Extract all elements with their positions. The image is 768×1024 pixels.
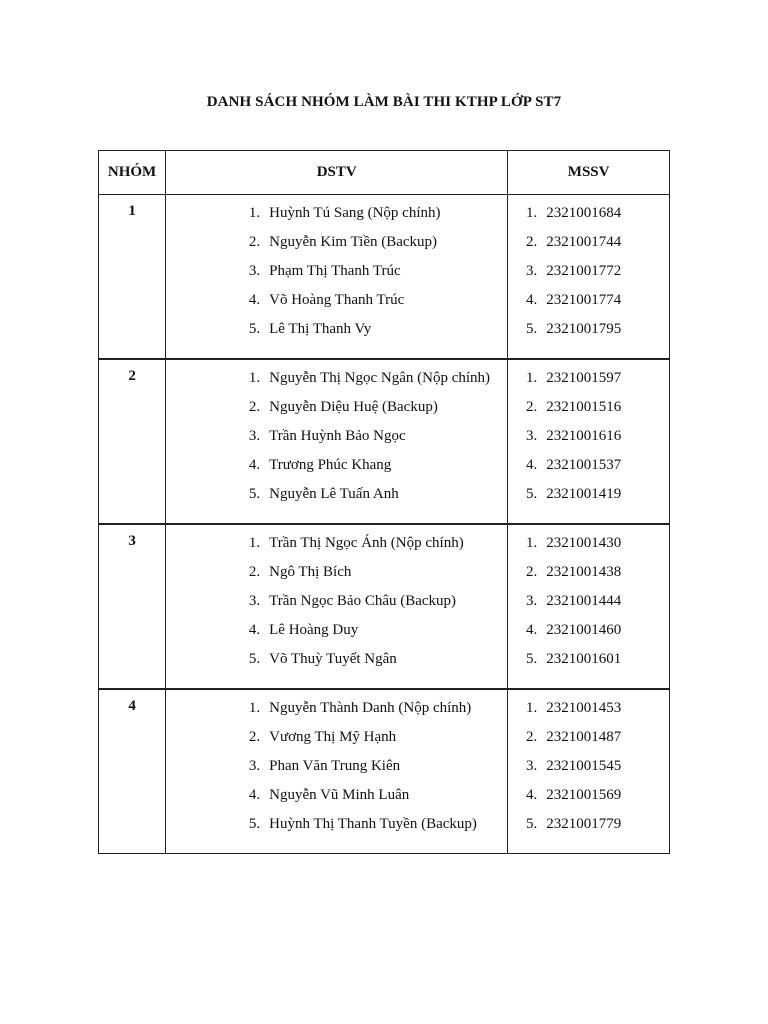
header-ids: MSSV: [508, 151, 670, 195]
list-item: [166, 397, 507, 426]
member-list: [166, 698, 507, 843]
list-item: [166, 232, 507, 261]
member-cell: [166, 359, 508, 524]
student-id: 2321001438: [546, 564, 622, 580]
member-index: 4 .: [238, 620, 260, 649]
member-index: 3 .: [238, 426, 260, 455]
member-index: 1 .: [238, 533, 260, 562]
group-number: 3: [99, 524, 166, 689]
list-item: [166, 368, 507, 397]
member-name: Nguyễn Vũ Minh Luân: [269, 787, 410, 803]
student-id: 2321001597: [546, 370, 622, 386]
member-name: Phan Văn Trung Kiên: [269, 758, 401, 774]
id-list: [508, 533, 669, 678]
id-index: 2 .: [515, 397, 537, 426]
member-name: Vương Thị Mỹ Hạnh: [269, 729, 397, 745]
table-row: [99, 524, 670, 689]
list-item: [166, 698, 507, 727]
member-name: Nguyễn Kim Tiền (Backup): [269, 234, 438, 250]
member-index: 2 .: [238, 397, 260, 426]
id-index: 3 .: [515, 261, 537, 290]
id-index: 1 .: [515, 203, 537, 232]
member-cell: [166, 689, 508, 854]
list-item: [508, 649, 669, 678]
member-index: 1 .: [238, 203, 260, 232]
header-group: NHÓM: [99, 151, 166, 195]
member-name: Nguyễn Lê Tuấn Anh: [269, 486, 399, 502]
student-id: 2321001516: [546, 399, 622, 415]
header-members: DSTV: [166, 151, 508, 195]
member-index: 2 .: [238, 232, 260, 261]
student-id: 2321001779: [546, 816, 622, 832]
id-index: 3 .: [515, 591, 537, 620]
list-item: [166, 591, 507, 620]
member-list: [166, 368, 507, 513]
list-item: [166, 785, 507, 814]
list-item: [166, 426, 507, 455]
student-id: 2321001772: [546, 263, 622, 279]
member-name: Huỳnh Thị Thanh Tuyền (Backup): [269, 816, 477, 832]
student-id: 2321001774: [546, 292, 622, 308]
student-id: 2321001545: [546, 758, 622, 774]
id-index: 4 .: [515, 455, 537, 484]
student-id: 2321001569: [546, 787, 622, 803]
member-cell: [166, 524, 508, 689]
list-item: [166, 649, 507, 678]
member-name: Võ Hoàng Thanh Trúc: [269, 292, 405, 308]
id-index: 3 .: [515, 426, 537, 455]
id-cell: [508, 524, 670, 689]
id-index: 5 .: [515, 484, 537, 513]
student-id: 2321001795: [546, 321, 622, 337]
member-name: Trương Phúc Khang: [269, 457, 392, 473]
student-id: 2321001601: [546, 651, 622, 667]
list-item: [166, 562, 507, 591]
list-item: [166, 203, 507, 232]
id-list: [508, 203, 669, 348]
list-item: [508, 484, 669, 513]
list-item: [508, 368, 669, 397]
list-item: [166, 455, 507, 484]
member-name: Nguyễn Thị Ngọc Ngân (Nộp chính): [269, 370, 491, 386]
list-item: [508, 426, 669, 455]
member-name: Trần Ngọc Bảo Châu (Backup): [269, 593, 457, 609]
member-name: Lê Thị Thanh Vy: [269, 321, 372, 337]
list-item: [508, 319, 669, 348]
list-item: [508, 562, 669, 591]
student-id: 2321001487: [546, 729, 622, 745]
group-table-body: [99, 195, 670, 854]
list-item: [508, 591, 669, 620]
list-item: [508, 620, 669, 649]
id-index: 5 .: [515, 319, 537, 348]
member-name: Võ Thuỳ Tuyết Ngân: [269, 651, 397, 667]
member-index: 4 .: [238, 290, 260, 319]
id-cell: [508, 689, 670, 854]
member-name: Huỳnh Tú Sang (Nộp chính): [269, 205, 441, 221]
student-id: 2321001616: [546, 428, 622, 444]
id-index: 4 .: [515, 290, 537, 319]
student-id: 2321001419: [546, 486, 622, 502]
list-item: [166, 533, 507, 562]
id-index: 1 .: [515, 368, 537, 397]
member-index: 3 .: [238, 261, 260, 290]
member-name: Lê Hoàng Duy: [269, 622, 359, 638]
id-cell: [508, 359, 670, 524]
member-name: Nguyễn Thành Danh (Nộp chính): [269, 700, 472, 716]
table-row: [99, 195, 670, 360]
id-index: 2 .: [515, 562, 537, 591]
list-item: [508, 455, 669, 484]
id-index: 4 .: [515, 785, 537, 814]
table-row: [99, 359, 670, 524]
table-header-row: [99, 151, 670, 195]
list-item: [166, 756, 507, 785]
student-id: 2321001684: [546, 205, 622, 221]
member-index: 4 .: [238, 785, 260, 814]
member-index: 3 .: [238, 756, 260, 785]
student-id: 2321001460: [546, 622, 622, 638]
list-item: [166, 727, 507, 756]
student-id: 2321001744: [546, 234, 622, 250]
list-item: [166, 290, 507, 319]
student-id: 2321001430: [546, 535, 622, 551]
group-table: [98, 150, 670, 854]
id-index: 3 .: [515, 756, 537, 785]
id-list: [508, 698, 669, 843]
member-index: 1 .: [238, 368, 260, 397]
member-index: 1 .: [238, 698, 260, 727]
table-row: [99, 689, 670, 854]
student-id: 2321001453: [546, 700, 622, 716]
list-item: [508, 814, 669, 843]
member-name: Phạm Thị Thanh Trúc: [269, 263, 401, 279]
list-item: [508, 397, 669, 426]
member-name: Nguyễn Diệu Huệ (Backup): [269, 399, 438, 415]
list-item: [166, 261, 507, 290]
member-index: 5 .: [238, 649, 260, 678]
list-item: [166, 319, 507, 348]
id-index: 2 .: [515, 727, 537, 756]
list-item: [166, 620, 507, 649]
member-index: 3 .: [238, 591, 260, 620]
id-index: 2 .: [515, 232, 537, 261]
group-number: 1: [99, 195, 166, 360]
list-item: [508, 785, 669, 814]
id-index: 1 .: [515, 698, 537, 727]
member-index: 5 .: [238, 484, 260, 513]
group-number: 4: [99, 689, 166, 854]
list-item: [508, 203, 669, 232]
member-name: Trần Thị Ngọc Ánh (Nộp chính): [269, 535, 464, 551]
id-index: 1 .: [515, 533, 537, 562]
id-index: 5 .: [515, 814, 537, 843]
student-id: 2321001537: [546, 457, 622, 473]
id-index: 5 .: [515, 649, 537, 678]
list-item: [508, 756, 669, 785]
member-index: 5 .: [238, 319, 260, 348]
list-item: [508, 261, 669, 290]
group-number: 2: [99, 359, 166, 524]
list-item: [166, 814, 507, 843]
id-list: [508, 368, 669, 513]
list-item: [166, 484, 507, 513]
member-index: 5 .: [238, 814, 260, 843]
member-index: 2 .: [238, 727, 260, 756]
member-index: 4 .: [238, 455, 260, 484]
member-name: Ngô Thị Bích: [269, 564, 352, 580]
member-list: [166, 203, 507, 348]
id-index: 4 .: [515, 620, 537, 649]
list-item: [508, 290, 669, 319]
member-name: Trần Huỳnh Bảo Ngọc: [269, 428, 406, 444]
list-item: [508, 698, 669, 727]
member-cell: [166, 195, 508, 360]
student-id: 2321001444: [546, 593, 622, 609]
list-item: [508, 232, 669, 261]
id-cell: [508, 195, 670, 360]
document-title: DANH SÁCH NHÓM LÀM BÀI THI KTHP LỚP ST7: [206, 94, 562, 110]
list-item: [508, 533, 669, 562]
member-list: [166, 533, 507, 678]
list-item: [508, 727, 669, 756]
member-index: 2 .: [238, 562, 260, 591]
